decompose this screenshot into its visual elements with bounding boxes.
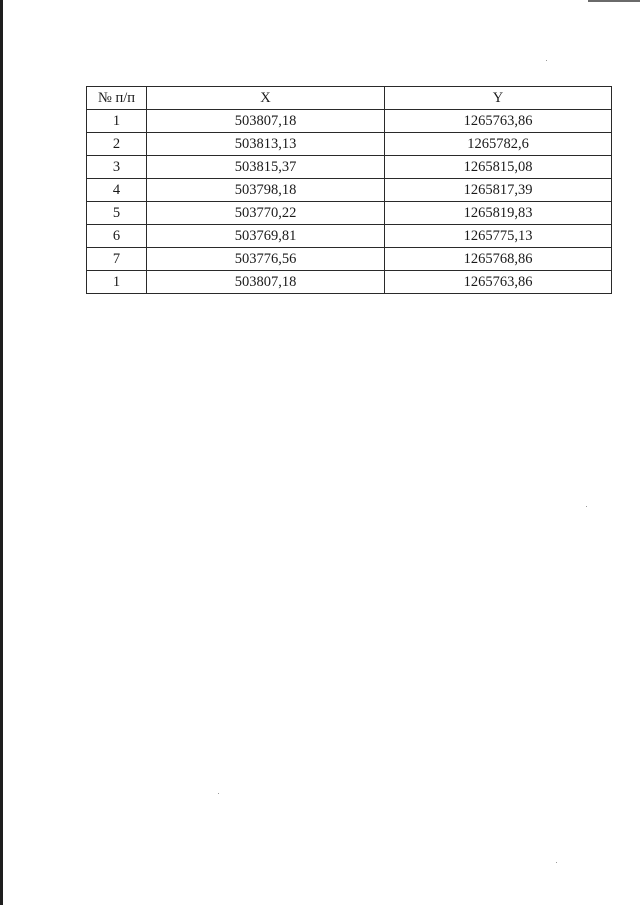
cell-x: 503798,18 (147, 179, 385, 202)
table-row (87, 179, 612, 202)
cell-y: 1265815,08 (385, 156, 612, 179)
cell-y: 1265768,86 (385, 248, 612, 271)
cell-x: 503815,37 (147, 156, 385, 179)
cell-point-number: 6 (87, 225, 147, 248)
scan-speck (218, 793, 219, 794)
table-row (87, 248, 612, 271)
cell-x: 503769,81 (147, 225, 385, 248)
scan-speck (546, 60, 547, 61)
cell-point-number: 3 (87, 156, 147, 179)
header-point-number: № п/п (87, 87, 147, 110)
cell-y: 1265817,39 (385, 179, 612, 202)
table-header-row (87, 87, 612, 110)
cell-x: 503813,13 (147, 133, 385, 156)
cell-y: 1265819,83 (385, 202, 612, 225)
table-row (87, 225, 612, 248)
table-row (87, 156, 612, 179)
cell-y: 1265775,13 (385, 225, 612, 248)
table-row (87, 133, 612, 156)
cell-point-number: 7 (87, 248, 147, 271)
table-row (87, 202, 612, 225)
scan-edge-left (0, 0, 3, 905)
table-row (87, 110, 612, 133)
cell-y: 1265782,6 (385, 133, 612, 156)
cell-x: 503770,22 (147, 202, 385, 225)
table-row (87, 271, 612, 294)
scan-speck (556, 862, 557, 863)
cell-point-number: 1 (87, 110, 147, 133)
coordinates-table (86, 86, 612, 294)
header-y: Y (385, 87, 612, 110)
cell-point-number: 5 (87, 202, 147, 225)
scan-speck (586, 506, 587, 507)
cell-point-number: 2 (87, 133, 147, 156)
cell-x: 503807,18 (147, 110, 385, 133)
cell-point-number: 1 (87, 271, 147, 294)
header-x: X (147, 87, 385, 110)
cell-x: 503776,56 (147, 248, 385, 271)
scan-edge-top (588, 0, 640, 2)
cell-y: 1265763,86 (385, 110, 612, 133)
cell-y: 1265763,86 (385, 271, 612, 294)
cell-x: 503807,18 (147, 271, 385, 294)
cell-point-number: 4 (87, 179, 147, 202)
